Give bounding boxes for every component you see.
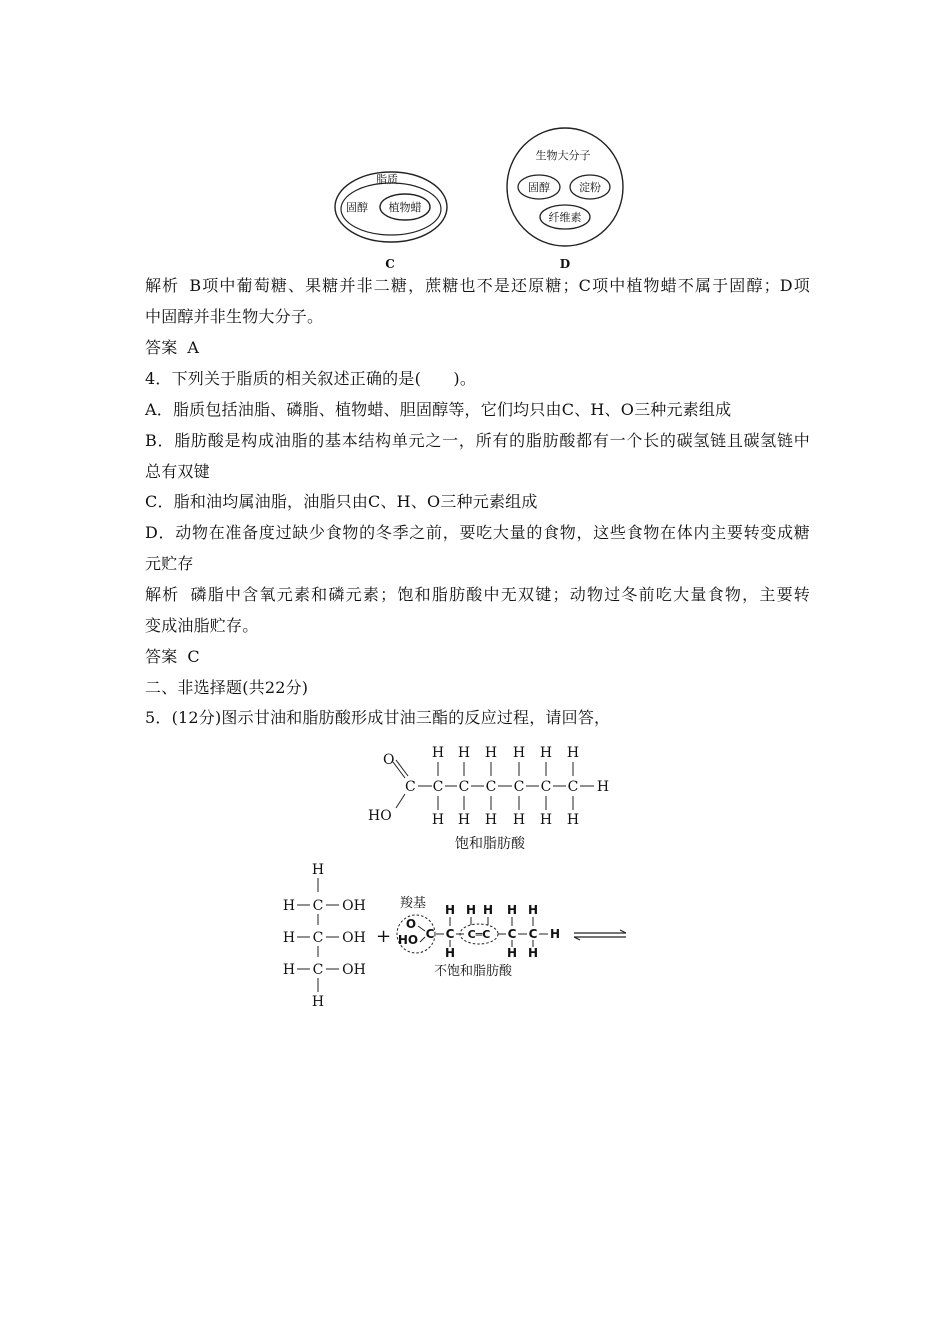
q3-analysis-line-2: 中固醇并非生物大分子。 (145, 307, 324, 326)
q4-analysis-label: 解析 (145, 585, 180, 604)
bond (418, 926, 425, 931)
q4-option-a: A．脂质包括油脂、磷脂、植物蜡、胆固醇等，它们均只由C、H、O三种元素组成 (145, 400, 732, 419)
atom-h-bottom: H (444, 946, 456, 960)
atom-ho: HO (368, 808, 392, 824)
atom-c: C (312, 898, 324, 914)
diagram-c-caption: C (385, 257, 395, 271)
atom-c: C (567, 779, 579, 795)
atom-h-end: H (549, 927, 561, 941)
atom-h-top: H (527, 903, 539, 917)
q3-analysis-line-1 (145, 276, 810, 296)
atom-h-top: H (431, 745, 445, 761)
plus-sign: + (376, 926, 392, 947)
atom-h-left: H (282, 930, 296, 946)
atom-h-top: H (539, 745, 553, 761)
atom-h-bottom: H (506, 946, 518, 960)
atom-c: C (312, 930, 324, 946)
atom-h-left: H (282, 962, 296, 978)
diagram-c-inner-label: 植物蜡 (388, 201, 422, 214)
q4-option-c: C．脂和油均属油脂，油脂只由C、H、O三种元素组成 (145, 492, 538, 511)
diagram-c-outer-label: 脂质 (376, 173, 398, 186)
atom-c: C (507, 927, 517, 941)
atom-c: C (458, 779, 470, 795)
reaction-diagram (280, 858, 640, 1013)
diagram-d-item-label-1: 固醇 (528, 181, 550, 194)
bond (420, 937, 425, 942)
atom-h-bottom: H (457, 812, 471, 828)
atom-c: C (445, 927, 455, 941)
q3-answer (145, 338, 810, 358)
q5-stem: 5．(12分)图示甘油和脂肪酸形成甘油三酯的反应过程，请回答， (145, 708, 611, 727)
carboxyl-label: 羧基 (400, 896, 427, 911)
atom-oh: OH (342, 962, 366, 978)
q4-option-d-line-1: D．动物在准备度过缺少食物的冬季之前，要吃大量的食物，这些食物在体内主要转变成糖 (145, 523, 810, 542)
atom-ho: HO (397, 933, 419, 947)
atom-c: C (432, 779, 444, 795)
q4-stem: 4．下列关于脂质的相关叙述正确的是( )。 (145, 369, 477, 388)
q3-answer-label: 答案 (145, 338, 178, 357)
atom-h-bottom: H (512, 812, 526, 828)
atom-h-top: H (484, 745, 498, 761)
q4-answer (145, 647, 810, 667)
atom-h-top: H (444, 903, 456, 917)
atom-c: C (312, 962, 324, 978)
atom-h-top: H (311, 862, 325, 878)
atom-c-carboxyl: C (425, 927, 435, 941)
atom-h-bottom: H (539, 812, 553, 828)
atom-h-bottom: H (431, 812, 445, 828)
atom-c: C (513, 779, 525, 795)
atom-c-carboxyl: C (405, 779, 416, 795)
atom-c: C (540, 779, 552, 795)
atom-oh: OH (342, 898, 366, 914)
atom-c: C (485, 779, 497, 795)
diagram-d-item-label-3: 纤维素 (548, 211, 582, 224)
q4-analysis-line-2: 变成油脂贮存。 (145, 616, 259, 635)
saturated-chain (418, 745, 609, 828)
diagram-d-caption: D (559, 257, 571, 271)
atom-h-bottom: H (484, 812, 498, 828)
atom-h-top: H (506, 903, 518, 917)
q4-option-b-line-1: B．脂肪酸是构成油脂的基本结构单元之一，所有的脂肪酸都有一个长的碳氢链且碳氢链中 (145, 431, 810, 450)
atom-h-bottom: H (566, 812, 580, 828)
q4-answer-value: C (187, 647, 200, 666)
q4-option-b-line-2: 总有双键 (145, 462, 210, 481)
diagram-d-outer-label: 生物大分子 (535, 149, 591, 162)
atom-o: O (405, 917, 417, 931)
atom-cc-double: C═C (467, 928, 491, 941)
atom-o: O (383, 752, 395, 768)
q3-analysis-text-1: B项中葡萄糖、果糖并非二糖，蔗糖也不是还原糖；C项中植物蜡不属于固醇；D项 (189, 276, 810, 295)
glycerol-structure (283, 862, 366, 1010)
saturated-caption: 饱和脂肪酸 (455, 836, 525, 852)
atom-h-bottom: H (527, 946, 539, 960)
diagram-c (335, 172, 447, 271)
atom-h-top: H (465, 903, 477, 917)
unsaturated-caption: 不饱和脂肪酸 (434, 964, 513, 979)
atom-h-top: H (566, 745, 580, 761)
q3-answer-value: A (187, 338, 200, 357)
atom-h-end: H (596, 779, 610, 795)
q3-analysis-label: 解析 (145, 276, 180, 295)
atom-h-top: H (512, 745, 526, 761)
diagram-d-outer-ellipse (507, 128, 623, 246)
diagram-d (507, 128, 623, 271)
equilibrium-arrow (574, 930, 626, 940)
q4-analysis-text-1: 磷脂中含氧元素和磷元素；饱和脂肪酸中无双键；动物过冬前吃大量食物，主要转 (189, 585, 811, 604)
diagram-d-item-label-2: 淀粉 (579, 181, 601, 194)
q4-option-d-line-2: 元贮存 (145, 554, 194, 573)
atom-h-bottom: H (311, 994, 325, 1010)
q4-analysis-line-1 (145, 585, 810, 605)
atom-h-top: H (482, 903, 494, 917)
diagram-c-left-label: 固醇 (346, 201, 368, 214)
venn-diagrams (325, 125, 645, 275)
atom-c: C (528, 927, 538, 941)
q4-answer-label: 答案 (145, 647, 178, 666)
atom-oh: OH (342, 930, 366, 946)
atom-h-left: H (282, 898, 296, 914)
section-2-title: 二、非选择题(共22分) (145, 678, 309, 697)
atom-h-top: H (457, 745, 471, 761)
